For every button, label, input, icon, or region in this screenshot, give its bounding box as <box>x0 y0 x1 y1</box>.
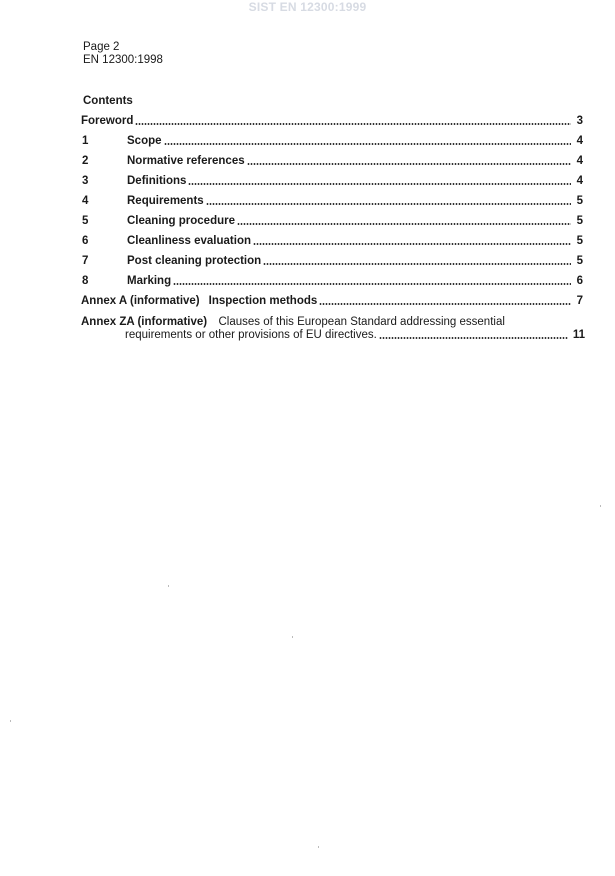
dot-leader <box>237 223 571 225</box>
dot-leader <box>206 203 571 205</box>
annex-label: Annex A (informative) <box>81 295 200 307</box>
toc-entry-requirements[interactable] <box>81 194 583 208</box>
toc-title: Normative references <box>127 155 245 167</box>
toc-entry-annex-a[interactable] <box>81 294 583 308</box>
dot-leader <box>379 337 568 339</box>
toc-number: 5 <box>82 215 89 227</box>
toc-number: 4 <box>82 195 89 207</box>
toc-page: 4 <box>576 155 583 167</box>
dot-leader <box>135 123 571 125</box>
toc-number: 3 <box>82 175 89 187</box>
toc-title: Post cleaning protection <box>127 255 262 267</box>
toc-title: Definitions <box>127 175 187 187</box>
toc-title: Marking <box>127 275 172 287</box>
toc-page: 5 <box>576 195 583 207</box>
toc-entry-definitions[interactable] <box>81 174 583 188</box>
toc-entry-marking[interactable] <box>81 274 583 288</box>
annex-title-line1: Clauses of this European Standard addressing essential <box>218 316 505 328</box>
annex-title-line2: requirements or other provisions of EU directives. <box>125 329 377 341</box>
toc-page: 4 <box>576 175 583 187</box>
toc-page: 4 <box>576 135 583 147</box>
dot-leader <box>319 303 571 305</box>
dot-leader <box>253 243 571 245</box>
dot-leader <box>173 283 571 285</box>
toc-entry-annex-za[interactable] <box>81 316 585 342</box>
toc-number: 2 <box>82 155 89 167</box>
standard-number: EN 12300:1998 <box>83 54 163 66</box>
toc-entry-cleanliness-evaluation[interactable] <box>81 234 583 248</box>
toc-title: Requirements <box>127 195 204 207</box>
toc-entry-normative-references[interactable] <box>81 154 583 168</box>
toc-page: 5 <box>576 235 583 247</box>
toc-entry-post-cleaning-protection[interactable] <box>81 254 583 268</box>
dot-leader <box>263 263 571 265</box>
watermark: SIST EN 12300:1999 <box>248 0 367 14</box>
contents-title: Contents <box>83 95 133 107</box>
dot-leader <box>164 143 571 145</box>
toc-page: 6 <box>576 275 583 287</box>
dot-leader <box>247 163 571 165</box>
scan-speck <box>600 505 601 507</box>
toc-number: 7 <box>82 255 89 267</box>
page-number: Page 2 <box>83 41 120 53</box>
toc-entry-foreword[interactable] <box>81 114 583 128</box>
scan-speck <box>292 636 293 638</box>
dot-leader <box>188 183 571 185</box>
scan-speck <box>168 585 169 587</box>
toc-title: Foreword <box>81 115 134 127</box>
toc-title: Inspection methods <box>208 295 318 307</box>
toc-page: 5 <box>576 215 583 227</box>
toc-page: 3 <box>576 115 583 127</box>
toc-title: Scope <box>127 135 162 147</box>
toc-page: 5 <box>576 255 583 267</box>
toc-page: 11 <box>572 329 585 341</box>
toc-title: Cleaning procedure <box>127 215 235 227</box>
toc-entry-scope[interactable] <box>81 134 583 148</box>
scan-speck <box>318 846 319 848</box>
toc-title: Cleanliness evaluation <box>127 235 251 247</box>
page-header <box>83 41 163 67</box>
toc-entry-cleaning-procedure[interactable] <box>81 214 583 228</box>
annex-label: Annex ZA (informative) <box>81 316 208 328</box>
toc-number: 8 <box>82 275 89 287</box>
toc-number: 1 <box>82 135 89 147</box>
scan-speck <box>10 720 11 722</box>
toc-number: 6 <box>82 235 89 247</box>
toc-page: 7 <box>576 295 583 307</box>
